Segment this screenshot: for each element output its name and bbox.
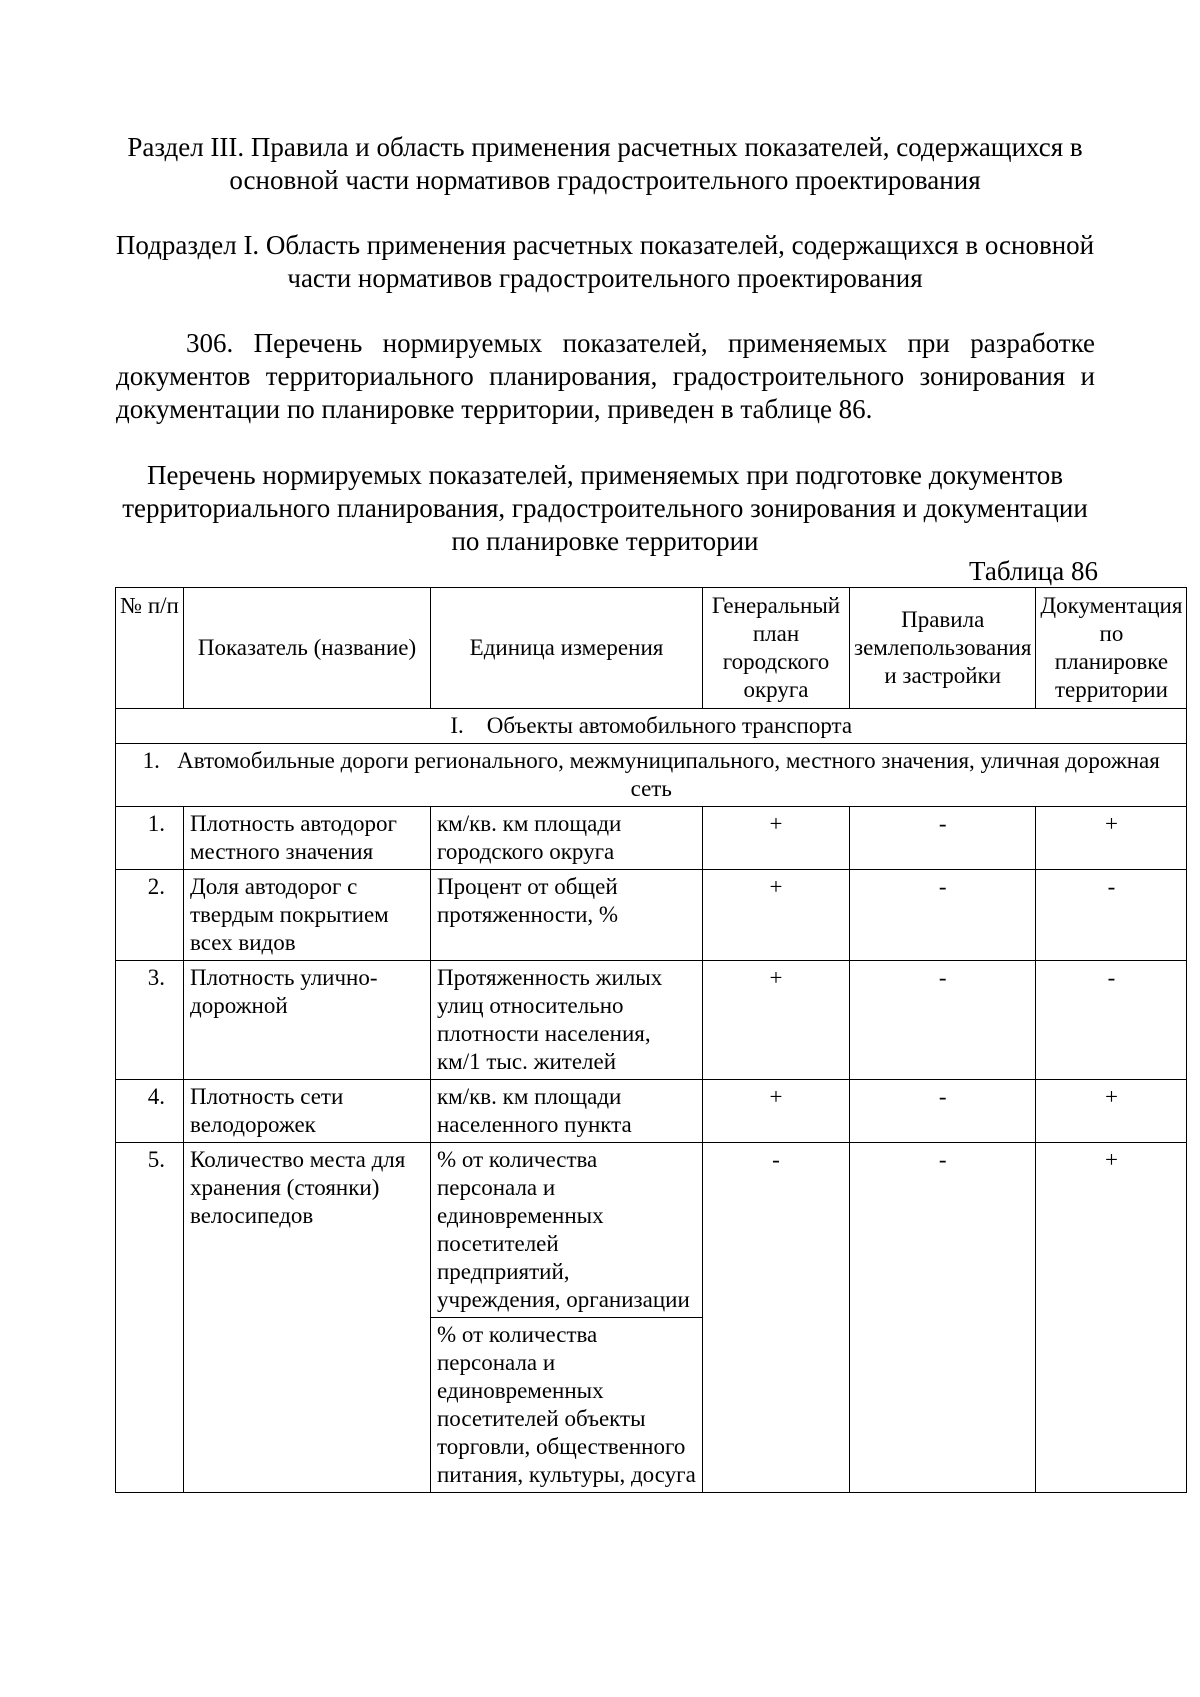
table-subsection-title: 1. Автомобильные дороги регионального, межмуниципального, местного значения, уличная дорожная сеть bbox=[116, 744, 1187, 807]
table-section-row bbox=[116, 709, 1187, 744]
row-general-plan: + bbox=[703, 870, 850, 961]
table-number: Таблица 86 bbox=[969, 556, 1098, 586]
header-indicator: Показатель (название) bbox=[184, 588, 431, 709]
table-row bbox=[116, 1080, 1187, 1143]
row-num: 3. bbox=[116, 961, 184, 1080]
section-heading: Раздел III. Правила и область применения расчетных показателей, содержащихся в основной части нормативов градостроительного проектирования bbox=[127, 132, 1083, 195]
row-rules: - bbox=[850, 1143, 1036, 1493]
row-general-plan: + bbox=[703, 807, 850, 870]
row-documentation: - bbox=[1036, 870, 1187, 961]
subsection-heading: Подраздел I. Область применения расчетных показателей, содержащихся в основной части нормативов градостроительного проектирования bbox=[115, 230, 1095, 293]
row-general-plan: + bbox=[703, 1080, 850, 1143]
paragraph-306: 306. Перечень нормируемых показателей, применяемых при разработке документов территориального планирования, градостроительного зонирования и документации по планировке территории, приведен в таблице 86. bbox=[116, 328, 1095, 424]
row-documentation: - bbox=[1036, 961, 1187, 1080]
row-indicator: Плотность улично-дорожной bbox=[184, 961, 431, 1080]
row-rules: - bbox=[850, 807, 1036, 870]
row-unit: Протяженность жилых улиц относительно плотности населения, км/1 тыс. жителей bbox=[431, 961, 703, 1080]
table-section-title: I. Объекты автомобильного транспорта bbox=[116, 709, 1187, 744]
row-num: 1. bbox=[116, 807, 184, 870]
table-header-row bbox=[116, 588, 1187, 709]
header-general-plan: Генеральный план городского округа bbox=[703, 588, 850, 709]
table-row bbox=[116, 807, 1187, 870]
row-documentation: + bbox=[1036, 807, 1187, 870]
row-rules: - bbox=[850, 870, 1036, 961]
table-caption: Перечень нормируемых показателей, применяемых при подготовке документов территориального планирования, градостроительного зонирования и документации по планировке территории bbox=[122, 460, 1088, 556]
row-unit: км/кв. км площади населенного пункта bbox=[431, 1080, 703, 1143]
row-num: 4. bbox=[116, 1080, 184, 1143]
indicators-table bbox=[115, 587, 1187, 1493]
row-indicator: Количество места для хранения (стоянки) велосипедов bbox=[184, 1143, 431, 1493]
row-indicator: Плотность автодорог местного значения bbox=[184, 807, 431, 870]
row-indicator: Плотность сети велодорожек bbox=[184, 1080, 431, 1143]
header-documentation: Документация по планировке территории bbox=[1036, 588, 1187, 709]
row-unit: % от количества персонала и единовременных посетителей предприятий, учреждения, организации bbox=[431, 1143, 703, 1318]
row-rules: - bbox=[850, 961, 1036, 1080]
row-indicator: Доля автодорог с твердым покрытием всех видов bbox=[184, 870, 431, 961]
table-subsection-row bbox=[116, 744, 1187, 807]
row-unit: км/кв. км площади городского округа bbox=[431, 807, 703, 870]
header-unit: Единица измерения bbox=[431, 588, 703, 709]
row-rules: - bbox=[850, 1080, 1036, 1143]
row-num: 2. bbox=[116, 870, 184, 961]
header-rules: Правила землепользования и застройки bbox=[850, 588, 1036, 709]
row-unit: Процент от общей протяженности, % bbox=[431, 870, 703, 961]
header-num: № п/п bbox=[116, 588, 184, 709]
row-num: 5. bbox=[116, 1143, 184, 1493]
row-general-plan: + bbox=[703, 961, 850, 1080]
table-row bbox=[116, 870, 1187, 961]
table-row bbox=[116, 961, 1187, 1080]
row-unit-secondary: % от количества персонала и единовременных посетителей объекты торговли, общественного питания, культуры, досуга bbox=[431, 1318, 703, 1493]
row-documentation: + bbox=[1036, 1080, 1187, 1143]
table-row bbox=[116, 1143, 1187, 1318]
row-documentation: + bbox=[1036, 1143, 1187, 1493]
row-general-plan: - bbox=[703, 1143, 850, 1493]
